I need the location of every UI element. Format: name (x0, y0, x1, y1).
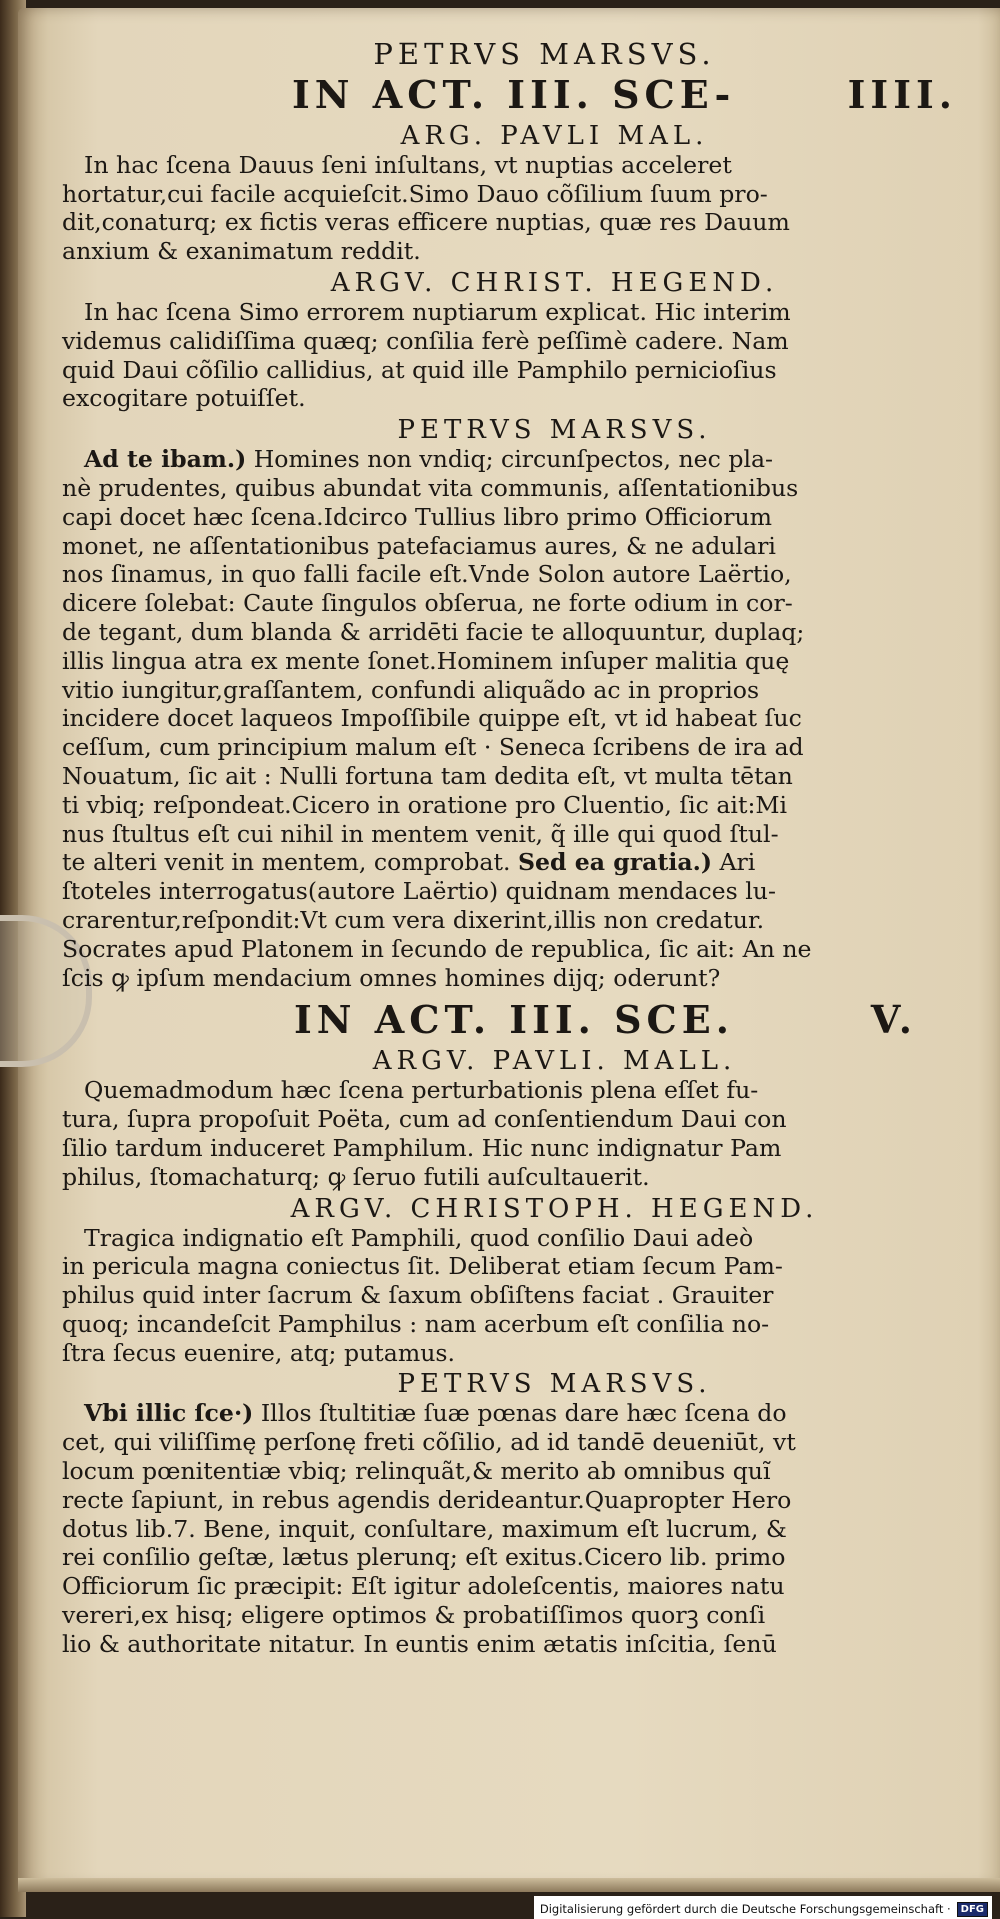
credit-text: Digitalisierung gefördert durch die Deutsche Forschungsgemeinschaft · (539, 1902, 951, 1916)
running-head: PETRVS MARSVS. (373, 37, 716, 71)
digitization-credit (534, 1896, 992, 1919)
text-line: quoq; incandeſcit Pamphilus : nam acerbum eſt conſilia no- (62, 1309, 770, 1338)
text-line: In hac ſcena Dauus ſeni inſultans, vt nuptias acceleret (84, 150, 732, 179)
text-line: capi docet hæc ſcena.Idcirco Tullius libro primo Officiorum (62, 502, 773, 531)
text-line: Socrates apud Platonem in ſecundo de republica, ſic ait: An ne (62, 934, 812, 963)
text-line: philus quid inter ſacrum & ſaxum obſiſtens faciat . Grauiter (62, 1281, 774, 1310)
text-line: Officiorum ſic præcipit: Eſt igitur adoleſcentis, maiores natu (62, 1572, 785, 1601)
line-text: te alteri venit in mentem, comprobat. (62, 848, 511, 877)
page-bottom-edge (18, 1878, 1000, 1892)
text-line: illis lingua atra ex mente ſonet.Hominem inſuper malitia quę (62, 646, 790, 675)
scene-heading-2-left: IN ACT. III. SCE. (294, 997, 734, 1043)
section-heading: ARGV. PAVLI. MALL. (372, 1046, 737, 1077)
scene-heading-2-right: V. (870, 997, 917, 1043)
dfg-logo: DFG (957, 1902, 988, 1917)
text-line: rei conſilio geſtæ, lætus plerunq; eſt exitus.Cicero lib. primo (62, 1543, 786, 1572)
commentary-paragraph (62, 1399, 967, 1658)
text-line: philus, ſtomachaturq; ꝙ ſeruo futili auſcultauerit. (62, 1162, 650, 1191)
scene-heading-1-left: IN ACT. III. SCE- (292, 71, 736, 117)
text-line: quid Daui cõſilio callidius, at quid ille Pamphilo pernicioſius (62, 355, 777, 384)
text-line: In hac ſcena Simo errorem nuptiarum explicat. Hic interim (84, 297, 791, 326)
text-line: anxium & exanimatum reddit. (62, 237, 421, 266)
section-heading: ARG. PAVLI MAL. (400, 120, 709, 151)
text-line: dotus lib.7. Bene, inquit, conſultare, maximum eſt lucrum, & (62, 1514, 787, 1543)
line-group (62, 1428, 967, 1658)
text-line: hortatur,cui facile acquieſcit.Simo Dauo cõſilium ſuum pro- (62, 179, 768, 208)
text-line: vitio iungitur,graſſantem, confundi aliquãdo ac in proprios (62, 675, 760, 704)
paragraph (62, 1076, 967, 1191)
page-text (62, 37, 967, 1659)
section-heading: ARGV. CHRIST. HEGEND. (330, 267, 779, 298)
section-heading: PETRVS MARSVS. (397, 415, 712, 446)
text-line: Nouatum, ſic ait : Nulli fortuna tam dedita eſt, vt multa tētan (62, 761, 793, 790)
lemma: Sed ea gratia.) (517, 848, 712, 877)
lemma: Vbi illic ſce·) (84, 1399, 254, 1428)
text-line: Quemadmodum hæc ſcena perturbationis plena eſſet fu- (84, 1076, 759, 1105)
text-line: in pericula magna coniectus ſit. Deliberat etiam ſecum Pam- (62, 1252, 783, 1281)
text-line: ſcis ꝙ ipſum mendacium omnes homines dijq; oderunt? (62, 963, 721, 992)
text-line: nus ſtultus eſt cui nihil in mentem venit, q̃ ille qui quod ſtul- (62, 819, 779, 848)
text-line (62, 1399, 967, 1428)
paragraph (62, 151, 967, 266)
text-line: recte ſapiunt, in rebus agendis derideantur.Quapropter Hero (62, 1485, 792, 1514)
text-line: dicere ſolebat: Caute ſingulos obſerua, ne forte odium in cor- (62, 589, 793, 618)
text-line: locum pœnitentiæ vbiq; relinquãt,& merito ab omnibus quĩ (62, 1457, 771, 1486)
text-line: vereri,ex hisq; eligere optimos & probatiſſimos quorꝫ conſi (62, 1601, 766, 1630)
text-line: dit,conaturq; ex fictis veras efficere nuptias, quæ res Dauum (62, 208, 790, 237)
text-line: Tragica indignatio eſt Pamphili, quod conſilio Daui adeò (84, 1223, 754, 1252)
paragraph (62, 298, 967, 413)
line-group (62, 474, 967, 848)
text-line: ſtra ſecus euenire, atq; putamus. (62, 1338, 455, 1367)
text-line: ceſſum, cum principium malum eſt · Seneca ſcribens de ira ad (62, 733, 804, 762)
text-line: cet, qui viliſſimę perſonę freti cõſilio, ad id tandē deueniūt, vt (62, 1428, 796, 1457)
line-group (62, 877, 967, 992)
line-text: Ari (711, 848, 756, 877)
text-line: videmus calidiſſima quæq; conſilia ferè peſſimè cadere. Nam (62, 326, 789, 355)
scene-heading-2 (294, 998, 917, 1042)
text-line: de tegant, dum blanda & arridēti facie te alloquuntur, duplaq; (62, 617, 805, 646)
text-line: ſilio tardum induceret Pamphilum. Hic nunc indignatur Pam (62, 1133, 782, 1162)
section-heading: ARGV. CHRISTOPH. HEGEND. (290, 1193, 819, 1224)
paragraph (62, 1224, 967, 1368)
scene-heading-1-right: IIII. (847, 71, 957, 117)
section-heading: PETRVS MARSVS. (397, 1369, 712, 1400)
text-line (62, 848, 967, 877)
text-line: tura, ſupra propoſuit Poëta, cum ad conſentiendum Daui con (62, 1105, 787, 1134)
text-line: incidere docet laqueos Impoſſibile quippe eſt, vt id habeat ſuc (62, 704, 802, 733)
line-text: Homines non vndiq; circunſpectos, nec pla- (246, 445, 774, 474)
text-line: nos ſinamus, in quo falli facile eſt.Vnde Solon autore Laërtio, (62, 560, 792, 589)
scene-heading-1 (292, 73, 957, 117)
text-line: excogitare potuiſſet. (62, 384, 306, 413)
text-line: lio & authoritate nitatur. In euntis enim ætatis inſcitia, ſenū (62, 1629, 777, 1658)
text-line: nè prudentes, quibus abundat vita communis, aſſentationibus (62, 473, 799, 502)
lemma: Ad te ibam.) (84, 445, 247, 474)
text-line: crarentur,reſpondit:Vt cum vera dixerint,illis non credatur. (62, 905, 765, 934)
text-line: ſtoteles interrogatus(autore Laërtio) quidnam mendaces lu- (62, 877, 776, 906)
commentary-paragraph (62, 445, 967, 992)
line-text: Illos ſtultitiæ ſuæ pœnas dare hæc ſcena do (253, 1399, 787, 1428)
text-line (62, 445, 967, 474)
text-line: ti vbiq; reſpondeat.Cicero in oratione pro Cluentio, ſic ait:Mi (62, 790, 788, 819)
text-line: monet, ne aſſentationibus patefaciamus aures, & ne adulari (62, 531, 776, 560)
